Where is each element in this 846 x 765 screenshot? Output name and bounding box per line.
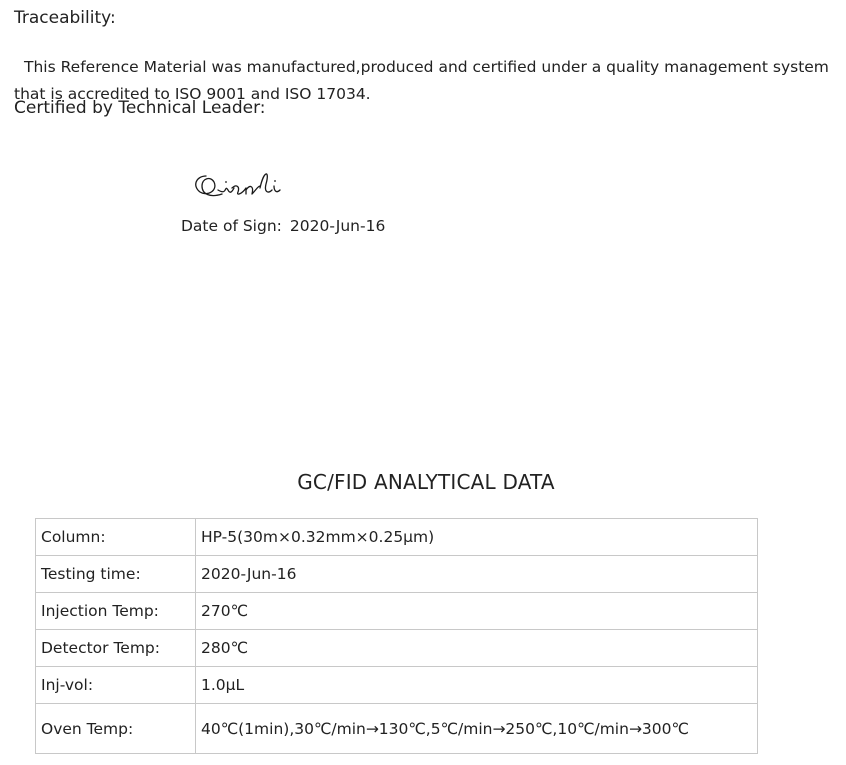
row-value: 280℃ xyxy=(196,630,758,667)
row-label: Detector Temp: xyxy=(36,630,196,667)
row-value: 2020-Jun-16 xyxy=(196,556,758,593)
section-title: GC/FID ANALYTICAL DATA xyxy=(297,470,555,494)
date-of-sign xyxy=(181,217,385,235)
date-of-sign-label: Date of Sign: xyxy=(181,217,282,235)
table-row xyxy=(36,556,758,593)
signature-image xyxy=(188,164,288,204)
row-label: Testing time: xyxy=(36,556,196,593)
row-label: Inj-vol: xyxy=(36,667,196,704)
row-label: Column: xyxy=(36,519,196,556)
table-row xyxy=(36,630,758,667)
date-of-sign-value: 2020-Jun-16 xyxy=(289,217,386,235)
row-label: Oven Temp: xyxy=(36,704,196,754)
row-value: 1.0μL xyxy=(196,667,758,704)
table-row xyxy=(36,519,758,556)
row-value: 270℃ xyxy=(196,593,758,630)
analytical-data-table xyxy=(35,518,758,754)
row-value: HP-5(30m×0.32mm×0.25μm) xyxy=(196,519,758,556)
row-label: Injection Temp: xyxy=(36,593,196,630)
table-row xyxy=(36,667,758,704)
certified-heading: Certified by Technical Leader: xyxy=(14,98,266,118)
traceability-heading: Traceability: xyxy=(14,8,116,28)
traceability-text: This Reference Material was manufactured,produced and certified under a quality management system that is accredited to ISO 9001 and ISO 17034. xyxy=(14,58,829,103)
table-row xyxy=(36,593,758,630)
row-value: 40℃(1min),30℃/min→130℃,5℃/min→250℃,10℃/min→300℃ xyxy=(196,704,758,754)
table-row xyxy=(36,704,758,754)
